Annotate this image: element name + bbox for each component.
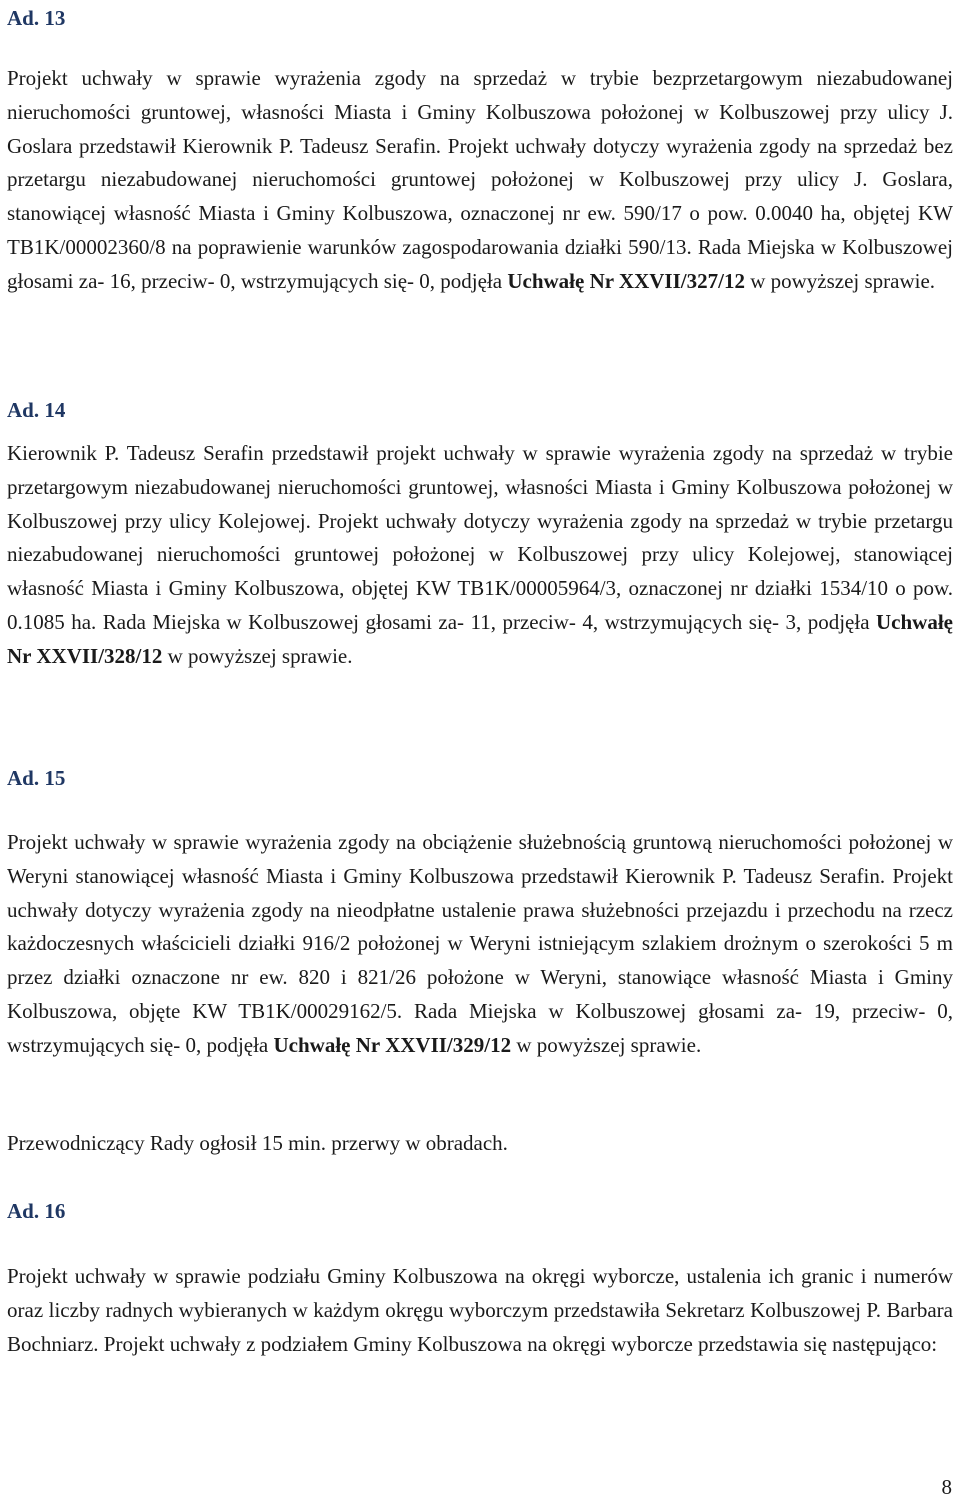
section-paragraph-ad-15 [7, 826, 953, 1063]
resolution-number: Uchwałę Nr XXVII/327/12 [507, 268, 745, 293]
section-heading-ad-16: Ad. 16 [7, 1199, 66, 1223]
paragraph-text: Kierownik P. Tadeusz Serafin przedstawił projekt uchwały w sprawie wyrażenia zgody na sprzedaż w trybie przetargowym niezabudowanej nieruchomości gruntowej, własności Miasta i Gminy Kolbuszowa położonej w Kolbuszowej przy ulicy Kolejowej. Projekt uchwały dotyczy wyrażenia zgody na sprzedaż w trybie przetargu niezabudowanej nieruchomości gruntowej położonej w Kolbuszowej przy ulicy Kolejowej, stanowiącej własność Miasta i Gminy Kolbuszowa, objętej KW TB1K/00005964/3, oznaczonej nr działki 1534/10 o pow. 0.1085 ha. Rada Miejska w Kolbuszowej głosami za- 11, przeciw- 4, wstrzymujących się- 3, podjęła [7, 441, 953, 634]
paragraph-text: w powyższej sprawie. [511, 1032, 702, 1057]
resolution-number: Uchwałę Nr XXVII/329/12 [273, 1032, 512, 1057]
page-number: 8 [941, 1475, 952, 1499]
resolution-number: Uchwałę Nr XXVII/328/12 [7, 609, 953, 668]
paragraph-text: w powyższej sprawie. [162, 643, 353, 668]
section-heading-ad-13: Ad. 13 [7, 6, 66, 30]
recess-note: Przewodniczący Rady ogłosił 15 min. przerwy w obradach. [7, 1131, 508, 1155]
section-paragraph-ad-16 [7, 1260, 953, 1361]
paragraph-text: Projekt uchwały w sprawie wyrażenia zgody na obciążenie służebnością gruntową nieruchomości położonej w Weryni stanowiącej własność Miasta i Gminy Kolbuszowa przedstawił Kierownik P. Tadeusz Serafin. Projekt uchwały dotyczy wyrażenia zgody na nieodpłatne ustalenie prawa służebności przejazdu i przechodu na rzecz każdoczesnych właścicieli działki 916/2 położonej w Weryni istniejącym szlakiem drożnym o szerokości 5 m przez działki oznaczone nr ew. 820 i 821/26 położone w Weryni, stanowiące własność Miasta i Gminy Kolbuszowa, objęte KW TB1K/00029162/5. Rada Miejska w Kolbuszowej głosami za- 19, przeciw- 0, wstrzymujących się- 0, podjęła [7, 830, 953, 1057]
section-paragraph-ad-14 [7, 437, 953, 674]
paragraph-text: Projekt uchwały w sprawie podziału Gminy Kolbuszowa na okręgi wyborcze, ustalenia ich granic i numerów oraz liczby radnych wybieranych w każdym okręgu wyborczym przedstawiła Sekretarz Kolbuszowej P. Barbara Bochniarz. Projekt uchwały z podziałem Gminy Kolbuszowa na okręgi wyborcze przedstawia się następująco: [7, 1264, 953, 1356]
section-heading-ad-14: Ad. 14 [7, 398, 66, 422]
section-heading-ad-15: Ad. 15 [7, 766, 66, 790]
paragraph-text: Projekt uchwały w sprawie wyrażenia zgody na sprzedaż w trybie bezprzetargowym niezabudowanej nieruchomości gruntowej, własności Miasta i Gminy Kolbuszowa położonej w Kolbuszowej przy ulicy J. Goslara przedstawił Kierownik P. Tadeusz Serafin. Projekt uchwały dotyczy wyrażenia zgody na sprzedaż bez przetargu niezabudowanej nieruchomości gruntowej położonej w Kolbuszowej przy ulicy J. Goslara, stanowiącej własność Miasta i Gminy Kolbuszowa, oznaczonej nr ew. 590/17 o pow. 0.0040 ha, objętej KW TB1K/00002360/8 na poprawienie warunków zagospodarowania działki 590/13. Rada Miejska w Kolbuszowej głosami za- 16, przeciw- 0, wstrzymujących się- 0, podjęła [7, 66, 953, 293]
paragraph-text: w powyższej sprawie. [744, 268, 936, 293]
section-paragraph-ad-13 [7, 62, 953, 299]
